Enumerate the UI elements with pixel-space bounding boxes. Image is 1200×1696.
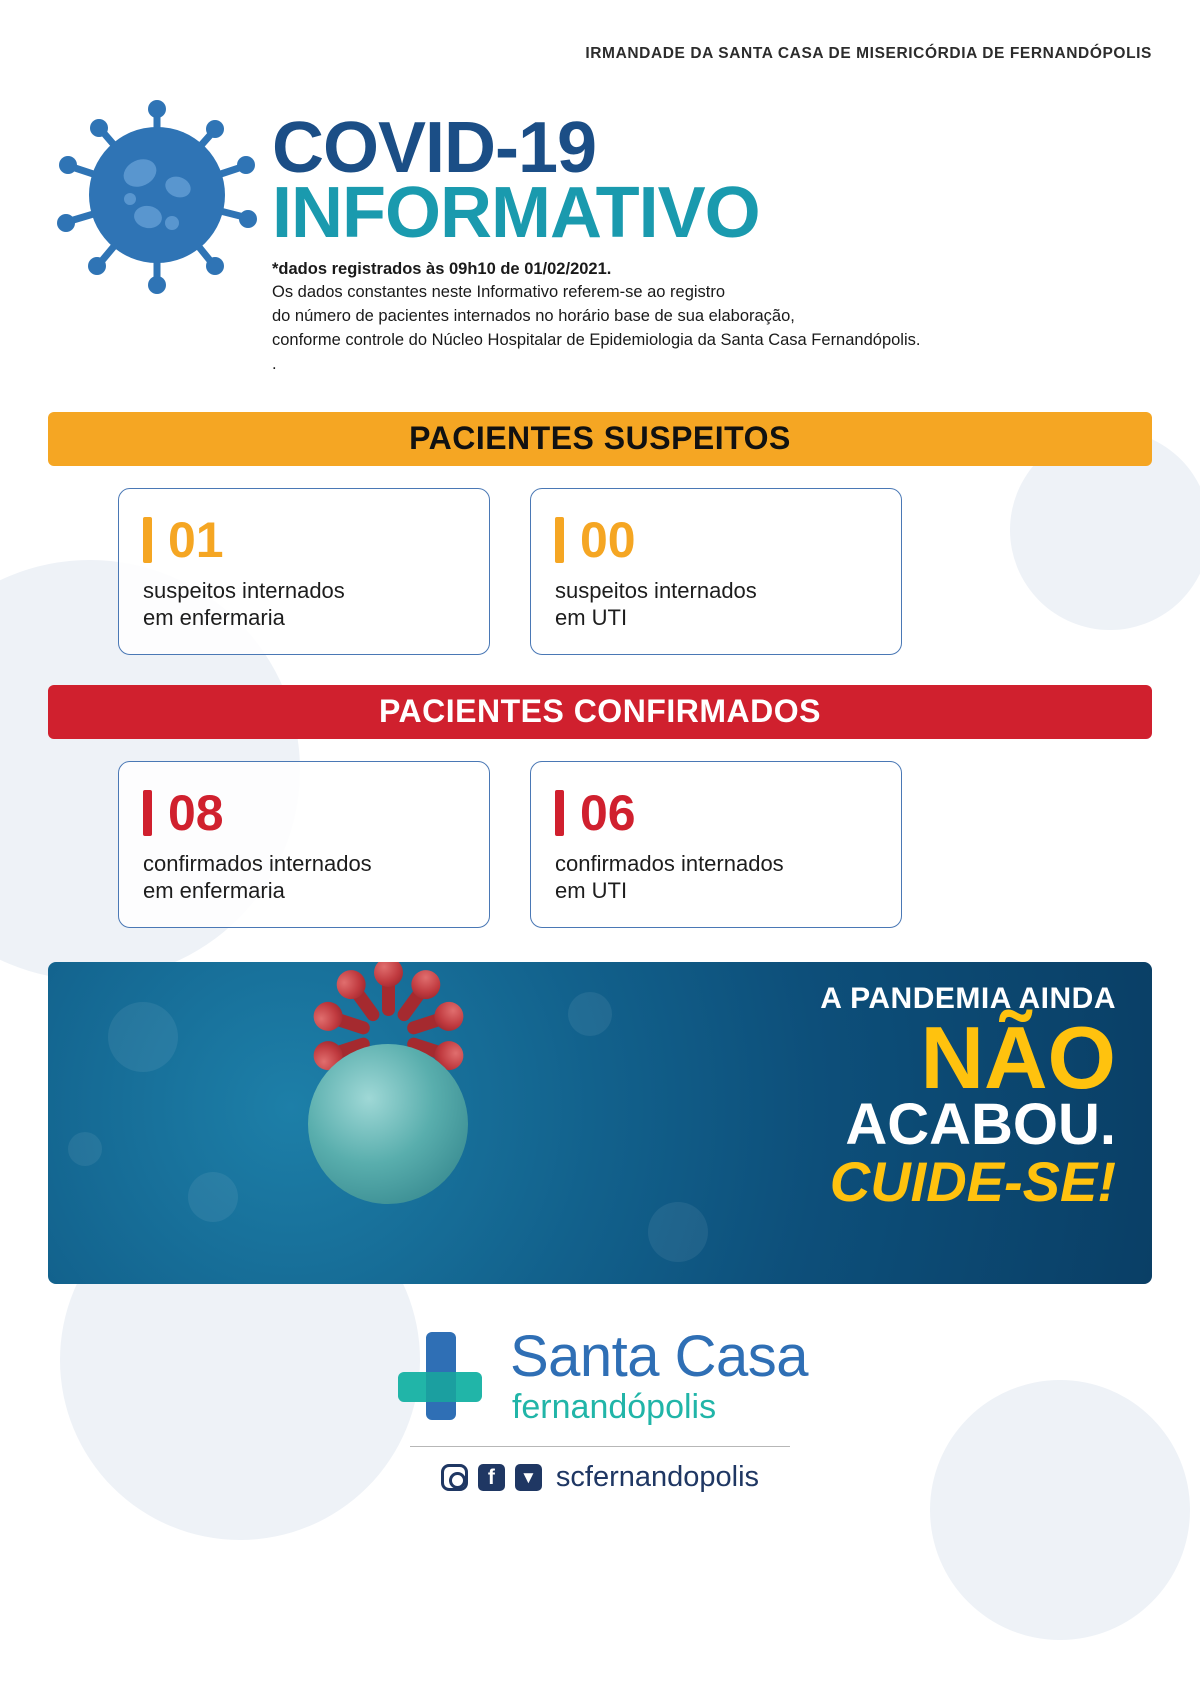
stat-card <box>530 761 902 928</box>
stat-label-line-1: confirmados internados <box>143 850 372 876</box>
note-line-3: conforme controle do Núcleo Hospitalar de Epidemiologia da Santa Casa Fernandópolis. <box>272 331 921 350</box>
banner-line-2: NÃO <box>920 1007 1116 1107</box>
cards-confirmados <box>118 761 1152 928</box>
note-line-1: Os dados constantes neste Informativo referem-se ao registro <box>272 282 726 301</box>
stat-label <box>143 577 489 632</box>
page-title: COVID-19 <box>272 108 597 188</box>
stat-value: 01 <box>168 511 224 568</box>
stat-label <box>143 850 489 905</box>
banner-line-4: CUIDE-SE! <box>829 1149 1116 1213</box>
stat-value-row <box>143 511 489 568</box>
note-line-2: do número de pacientes internados no horário base de sua elaboração, <box>272 306 795 325</box>
stat-value: 06 <box>580 784 636 841</box>
brand-name: Santa Casa <box>509 1323 809 1389</box>
stat-label <box>555 850 901 905</box>
virus-illustration <box>278 1014 498 1234</box>
banner-bubble <box>568 992 612 1036</box>
section-band-confirmados: PACIENTES CONFIRMADOS <box>48 685 1152 739</box>
stat-value-row <box>555 511 901 568</box>
brand-wordmark <box>509 1323 809 1426</box>
banner-bubble <box>108 1002 178 1072</box>
organization-header: IRMANDADE DA SANTA CASA DE MISERICÓRDIA DE FERNANDÓPOLIS <box>585 45 1152 62</box>
accent-bar <box>555 517 564 563</box>
brand-city: fernandópolis <box>511 1387 717 1426</box>
accent-bar <box>555 790 564 836</box>
cross-icon <box>392 1328 488 1424</box>
poster-header <box>0 63 1200 376</box>
title-block <box>272 85 920 376</box>
campaign-banner <box>48 962 1152 1284</box>
stat-label-line-1: suspeitos internados <box>555 577 757 603</box>
banner-line-3: ACABOU. <box>845 1091 1116 1157</box>
social-row <box>441 1461 759 1494</box>
instagram-icon[interactable] <box>441 1464 468 1491</box>
banner-line-1: A PANDEMIA AINDA <box>820 981 1116 1015</box>
cards-suspeitos <box>118 488 1152 655</box>
accent-bar <box>143 790 152 836</box>
section-band-suspeitos: PACIENTES SUSPEITOS <box>48 412 1152 466</box>
banner-bubble <box>648 1202 708 1262</box>
stat-label-line-2: em UTI <box>555 878 628 904</box>
footer-divider <box>410 1446 790 1447</box>
stat-card <box>530 488 902 655</box>
virus-icon <box>52 95 262 295</box>
note-line-4: . <box>272 355 277 374</box>
stat-label-line-1: confirmados internados <box>555 850 784 876</box>
virus-icon-svg <box>52 95 262 295</box>
stat-value-row <box>143 784 489 841</box>
page-subtitle: INFORMATIVO <box>272 173 760 254</box>
stat-card <box>118 488 490 655</box>
stat-value: 00 <box>580 511 636 568</box>
stat-card <box>118 761 490 928</box>
banner-bubble <box>68 1132 102 1166</box>
facebook-icon[interactable]: f <box>478 1464 505 1491</box>
banner-text-block <box>716 981 1116 1213</box>
data-timestamp-note: *dados registrados às 09h10 de 01/02/2021. <box>272 259 612 278</box>
twitter-icon[interactable]: ▼ <box>515 1464 542 1491</box>
stat-label-line-1: suspeitos internados <box>143 577 345 603</box>
stat-label-line-2: em enfermaria <box>143 878 285 904</box>
stat-value: 08 <box>168 784 224 841</box>
stat-label-line-2: em enfermaria <box>143 605 285 631</box>
brand-logo <box>392 1323 809 1426</box>
stat-value-row <box>555 784 901 841</box>
stat-label-line-2: em UTI <box>555 605 628 631</box>
social-handle[interactable]: scfernandopolis <box>555 1460 760 1493</box>
banner-bubble <box>188 1172 238 1222</box>
accent-bar <box>143 517 152 563</box>
footer <box>0 1323 1200 1494</box>
stat-label <box>555 577 901 632</box>
